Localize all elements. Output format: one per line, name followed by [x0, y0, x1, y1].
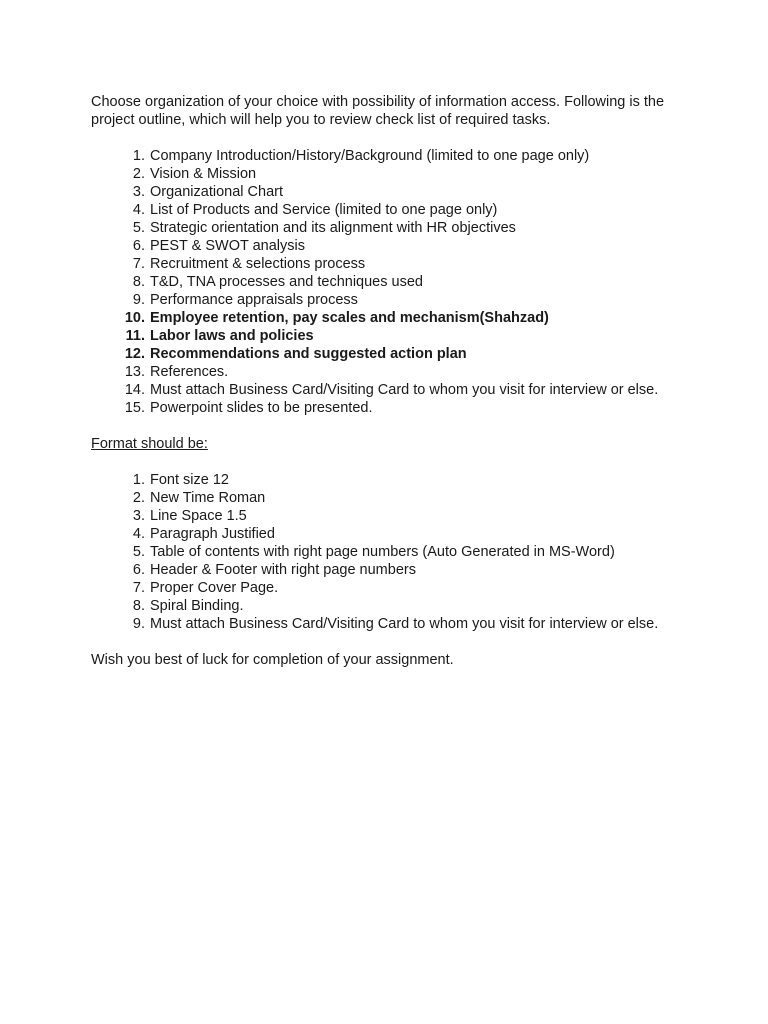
list-item [91, 291, 691, 309]
list-item-number: 5. [132, 544, 145, 560]
list-item-number: 3. [132, 184, 145, 200]
list-item [91, 381, 691, 399]
list-item-text: Spiral Binding. [150, 598, 244, 614]
list-item-number: 6. [132, 238, 145, 254]
list-item [91, 345, 691, 363]
list-item [91, 165, 691, 183]
list-item [91, 147, 691, 165]
list-item [91, 219, 691, 237]
list-item [91, 309, 691, 327]
list-item-number: 7. [132, 580, 145, 596]
list-item-text: Vision & Mission [150, 166, 257, 182]
list-item-number: 9. [132, 616, 145, 632]
list-item-text: Strategic orientation and its alignment with HR objectives [150, 220, 516, 236]
list-item-number: 9. [132, 292, 145, 308]
list-item-text: Line Space 1.5 [150, 508, 247, 524]
list-item-number: 12. [124, 346, 145, 362]
list-item-number: 8. [132, 274, 145, 290]
list-item-text: New Time Roman [150, 490, 266, 506]
list-item [91, 507, 691, 525]
list-item-text: Recruitment & selections process [150, 256, 366, 272]
list-item-number: 3. [132, 508, 145, 524]
list-item [91, 561, 691, 579]
list-item-text: Recommendations and suggested action plan [150, 346, 467, 362]
list-item-text: Paragraph Justified [150, 526, 275, 542]
list-item-number: 13. [124, 364, 145, 380]
list-item-text: Must attach Business Card/Visiting Card to whom you visit for interview or else. [150, 616, 659, 632]
list-item-text: Employee retention, pay scales and mechanism(Shahzad) [150, 310, 549, 326]
list-item [91, 471, 691, 489]
list-item [91, 597, 691, 615]
list-item-text: Table of contents with right page numbers (Auto Generated in MS-Word) [150, 544, 615, 560]
list-item-number: 5. [132, 220, 145, 236]
document-page [91, 93, 691, 669]
list-item [91, 489, 691, 507]
list-item-text: Must attach Business Card/Visiting Card to whom you visit for interview or else. [150, 382, 659, 398]
list-item-number: 14. [124, 382, 145, 398]
list-item-text: PEST & SWOT analysis [150, 238, 305, 254]
list-item-number: 1. [132, 148, 145, 164]
spacer [91, 453, 691, 471]
list-item-number: 11. [125, 328, 145, 344]
project-outline-list [91, 147, 691, 417]
list-item-number: 2. [132, 490, 145, 506]
list-item [91, 273, 691, 291]
list-item [91, 363, 691, 381]
list-item-number: 4. [132, 526, 145, 542]
list-item-text: Company Introduction/History/Background (limited to one page only) [150, 148, 590, 164]
list-item-text: Labor laws and policies [150, 328, 314, 344]
list-item-number: 1. [132, 472, 145, 488]
list-item [91, 399, 691, 417]
list-item [91, 543, 691, 561]
list-item-text: List of Products and Service (limited to one page only) [150, 202, 498, 218]
list-item-text: T&D, TNA processes and techniques used [150, 274, 423, 290]
list-item [91, 327, 691, 345]
list-item-text: Header & Footer with right page numbers [150, 562, 416, 578]
list-item-number: 2. [132, 166, 145, 182]
list-item-number: 7. [132, 256, 145, 272]
list-item [91, 183, 691, 201]
list-item-number: 10. [124, 310, 145, 326]
list-item [91, 201, 691, 219]
spacer [91, 417, 691, 435]
list-item [91, 579, 691, 597]
list-item-text: Powerpoint slides to be presented. [150, 400, 373, 416]
list-item-number: 6. [132, 562, 145, 578]
list-item [91, 615, 691, 633]
list-item-number: 15. [124, 400, 145, 416]
spacer [91, 633, 691, 651]
list-item-number: 8. [132, 598, 145, 614]
list-item [91, 255, 691, 273]
list-item-text: Font size 12 [150, 472, 229, 488]
format-requirements-list [91, 471, 691, 633]
list-item-text: Organizational Chart [150, 184, 283, 200]
closing-paragraph: Wish you best of luck for completion of your assignment. [91, 652, 454, 668]
intro-paragraph: Choose organization of your choice with possibility of information access. Following is the project outline, which will help you to review check list of required tasks. [91, 94, 665, 128]
list-item [91, 237, 691, 255]
list-item-text: Performance appraisals process [150, 292, 358, 308]
list-item-number: 4. [132, 202, 145, 218]
format-heading: Format should be: [91, 436, 208, 452]
list-item-text: References. [150, 364, 229, 380]
list-item-text: Proper Cover Page. [150, 580, 279, 596]
list-item [91, 525, 691, 543]
